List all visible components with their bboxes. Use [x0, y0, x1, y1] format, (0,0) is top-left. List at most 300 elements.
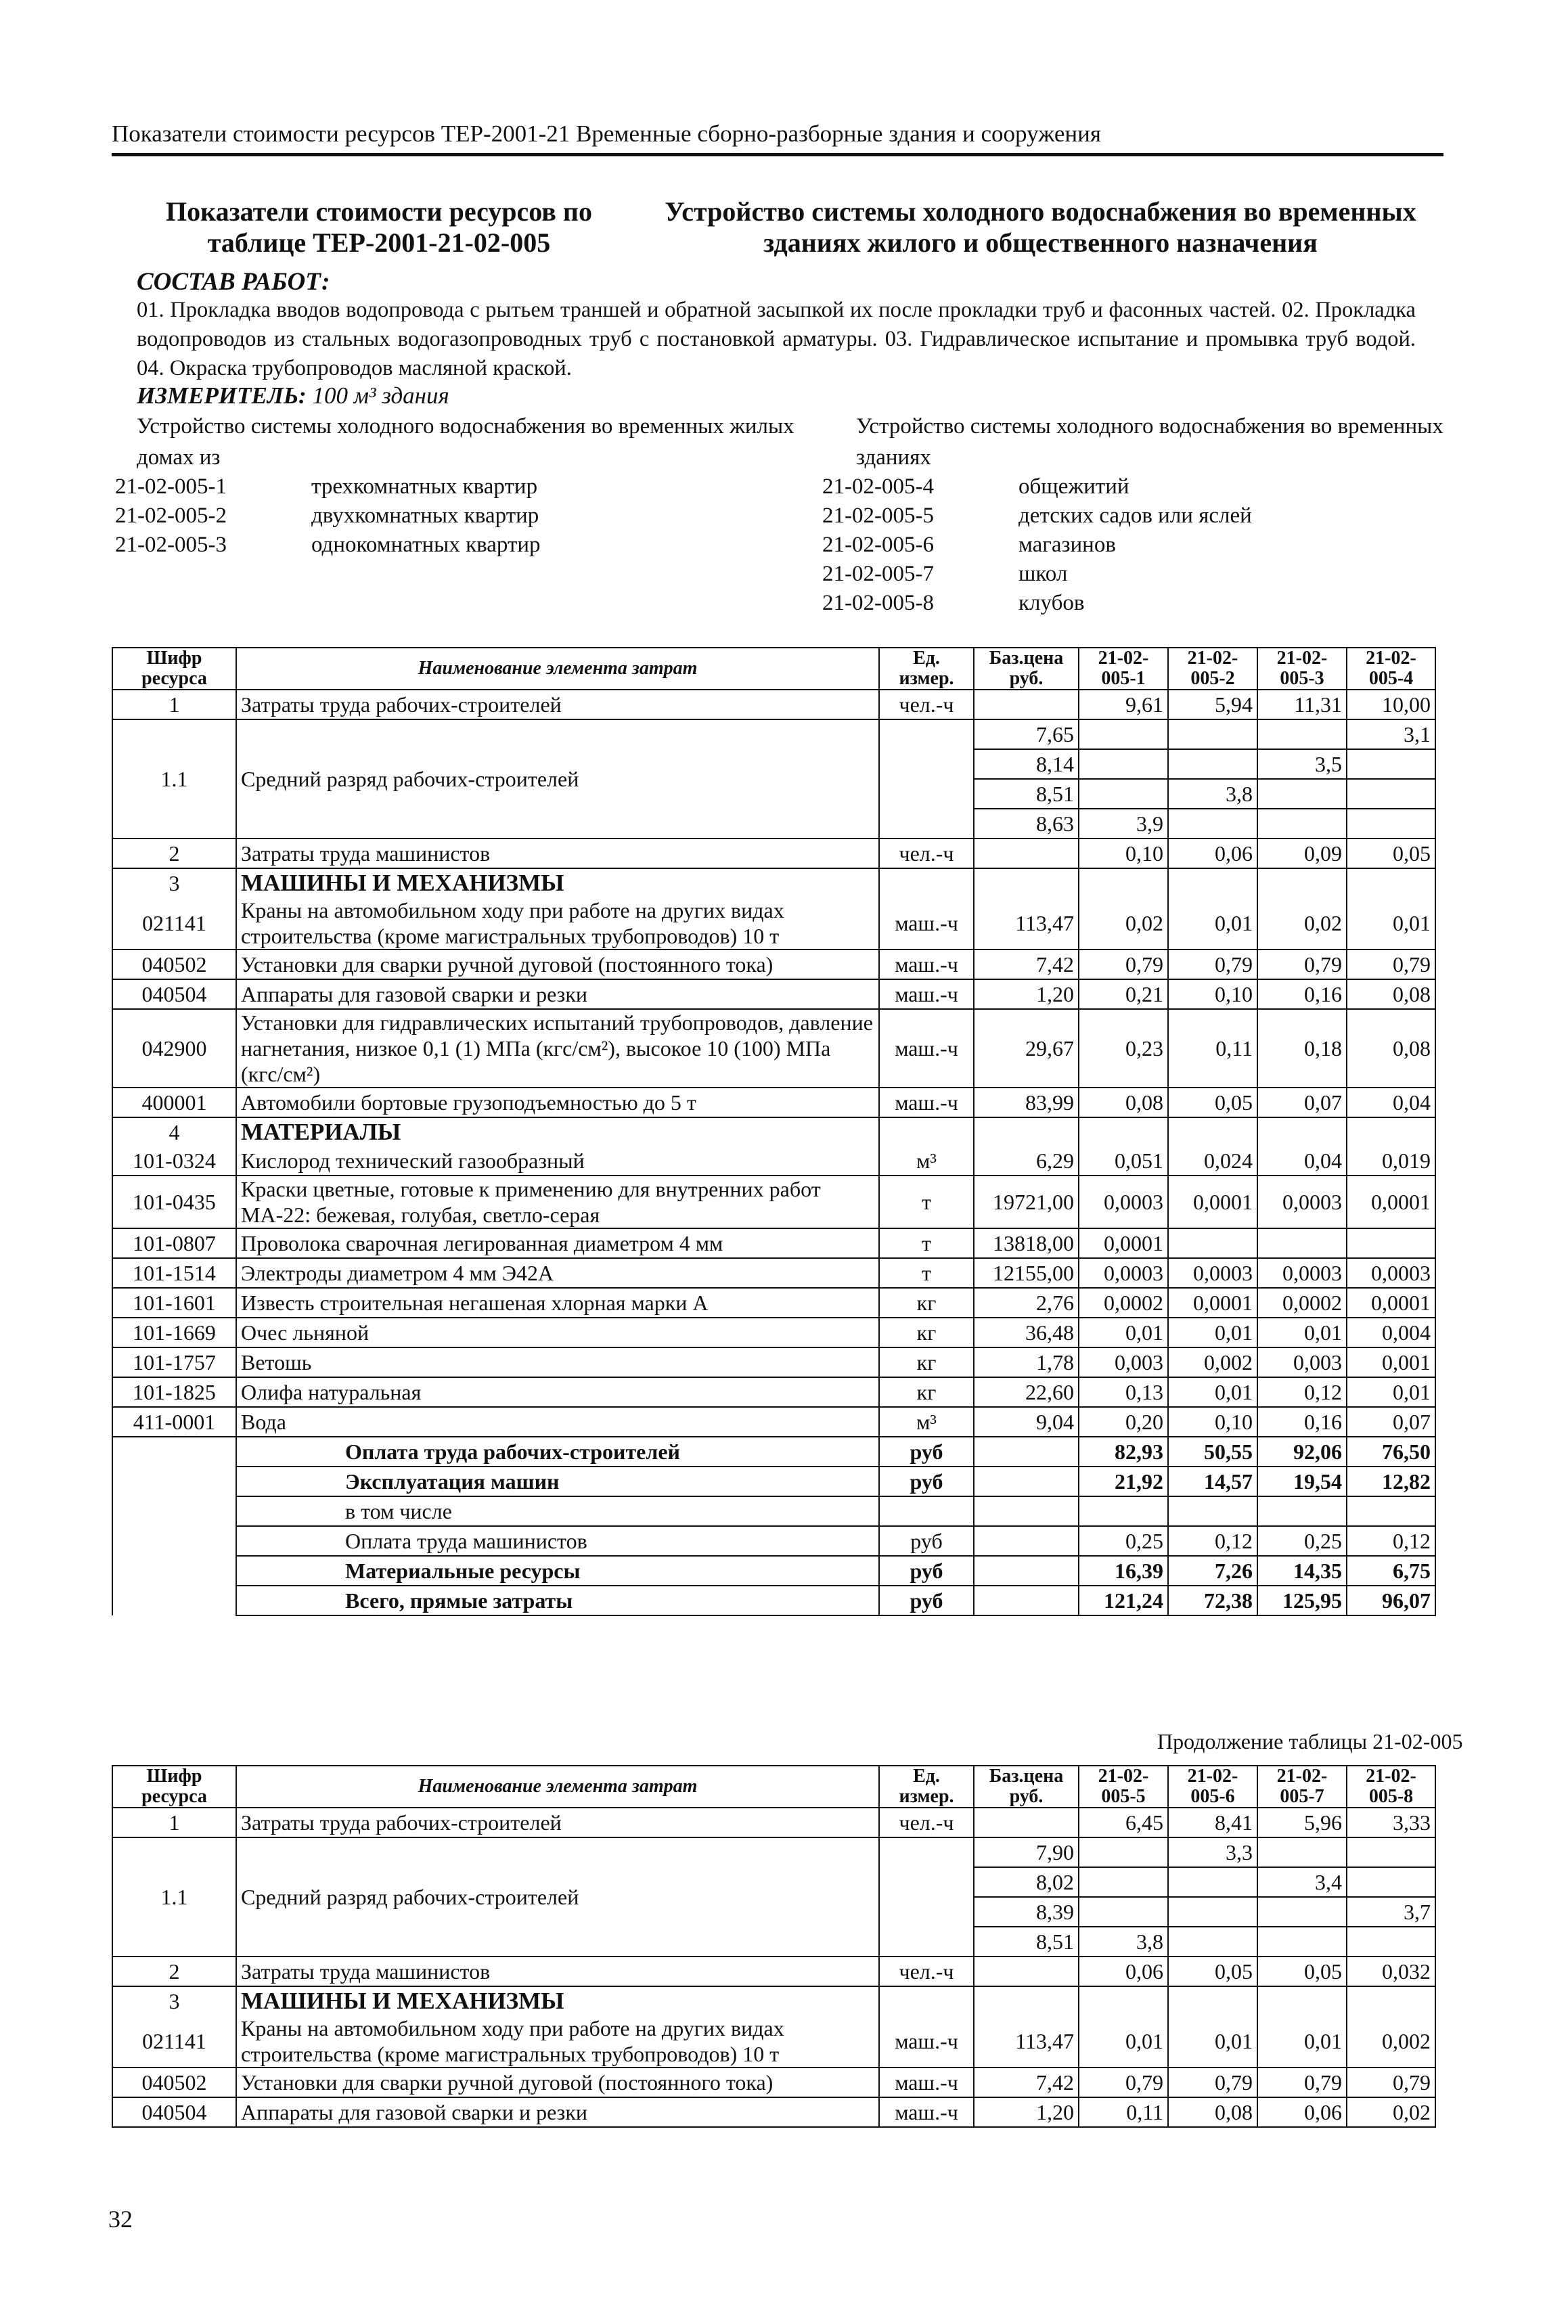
row-code: 021141	[112, 897, 236, 949]
total-name: Оплата труда машинистов	[236, 1526, 879, 1556]
empty-cell	[974, 1496, 1079, 1526]
row-name: Кислород технический газообразный	[236, 1146, 879, 1176]
empty-cell	[974, 868, 1079, 897]
row-value: 0,10	[1168, 979, 1257, 1009]
header-code: Шифр ресурса	[112, 1766, 236, 1808]
total-value: 0,25	[1079, 1526, 1168, 1556]
row-value	[1168, 809, 1257, 839]
row-value: 3,4	[1257, 1867, 1347, 1897]
row-code: 101-1601	[112, 1288, 236, 1318]
row-code: 101-0807	[112, 1228, 236, 1258]
table-row	[112, 2068, 1435, 2097]
empty-cell	[879, 1986, 974, 2015]
row-unit: чел.-ч	[879, 839, 974, 868]
work-composition-text: 01. Прокладка вводов водопровода с рытьем траншей и обратной засыпкой их после прокладки труб и фасонных частей. 02. Прокладка водопроводов из стальных водогазопроводных труб с постановкой арматуры. 03. Гидравлическое испытание и промывка труб водой. 04. Окраска трубопроводов масляной краской.	[137, 298, 1416, 380]
row-code: 1.1	[112, 1837, 236, 1957]
table-row	[112, 1009, 1435, 1088]
list-name: двухкомнатных квартир	[311, 504, 539, 528]
header-code: Шифр ресурса	[112, 648, 236, 690]
row-price: 7,42	[974, 2068, 1079, 2097]
title-left: Показатели стоимости ресурсов по таблице ТЕР-2001-21-02-005	[166, 196, 592, 258]
row-value	[1168, 719, 1257, 749]
row-code: 101-1825	[112, 1377, 236, 1407]
row-value: 0,01	[1168, 1377, 1257, 1407]
section-row	[112, 1986, 1435, 2015]
row-value: 0,01	[1257, 2015, 1347, 2068]
table-row	[112, 1407, 1435, 1437]
row-name: Краны на автомобильном ходу при работе на других видах строительства (кроме магистральных трубопроводов) 10 т	[236, 2015, 879, 2068]
code-list-left	[115, 472, 724, 560]
row-value	[1079, 719, 1168, 749]
row-value	[1257, 1837, 1347, 1867]
empty-cell	[1257, 1117, 1347, 1146]
row-value: 0,12	[1257, 1377, 1347, 1407]
empty-cell	[974, 1467, 1079, 1496]
row-value: 0,0001	[1079, 1228, 1168, 1258]
row-value: 0,01	[1079, 1318, 1168, 1347]
row-value: 0,003	[1257, 1347, 1347, 1377]
empty-cell	[112, 1437, 236, 1467]
row-value	[1347, 1927, 1435, 1957]
row-value: 0,032	[1347, 1957, 1435, 1986]
row-value: 0,01	[1168, 1318, 1257, 1347]
row-value: 0,05	[1168, 1957, 1257, 1986]
row-unit: маш.-ч	[879, 2097, 974, 2127]
row-unit: кг	[879, 1347, 974, 1377]
header-price: Баз.цена руб.	[974, 1766, 1079, 1808]
total-name: Оплата труда рабочих-строителей	[236, 1437, 879, 1467]
row-value: 0,09	[1257, 839, 1347, 868]
total-value: 121,24	[1079, 1586, 1168, 1615]
row-value: 3,33	[1347, 1808, 1435, 1837]
total-row	[112, 1556, 1435, 1586]
row-unit: м³	[879, 1407, 974, 1437]
empty-cell	[974, 1986, 1079, 2015]
header-column: 21-02-005-1	[1079, 648, 1168, 690]
total-value: 0,12	[1347, 1526, 1435, 1556]
resource-table-2	[112, 1765, 1436, 2128]
row-value: 0,01	[1347, 897, 1435, 949]
row-value: 3,3	[1168, 1837, 1257, 1867]
row-code: 2	[112, 839, 236, 868]
row-name: Краски цветные, готовые к применению для внутренних работ МА-22: бежевая, голубая, светло-серая	[236, 1176, 879, 1228]
row-value	[1079, 749, 1168, 779]
list-code: 21-02-005-3	[115, 533, 227, 557]
table-row	[112, 719, 1435, 749]
row-value: 0,01	[1168, 897, 1257, 949]
table-row	[112, 1146, 1435, 1176]
row-value	[1347, 809, 1435, 839]
row-price: 8,51	[974, 779, 1079, 809]
row-value: 0,01	[1347, 1377, 1435, 1407]
header-name: Наименование элемента затрат	[236, 648, 879, 690]
row-name: Затраты труда рабочих-строителей	[236, 690, 879, 719]
row-unit: маш.-ч	[879, 2068, 974, 2097]
empty-cell	[1347, 868, 1435, 897]
row-value	[1347, 1867, 1435, 1897]
row-unit: т	[879, 1176, 974, 1228]
row-name: Установки для сварки ручной дуговой (постоянного тока)	[236, 949, 879, 979]
empty-cell	[112, 1586, 236, 1615]
row-price: 6,29	[974, 1146, 1079, 1176]
total-value: 16,39	[1079, 1556, 1168, 1586]
row-value: 0,051	[1079, 1146, 1168, 1176]
list-name: клубов	[1018, 591, 1085, 615]
row-unit: чел.-ч	[879, 1957, 974, 1986]
row-value: 0,79	[1257, 949, 1347, 979]
row-price: 36,48	[974, 1318, 1079, 1347]
row-value: 3,9	[1079, 809, 1168, 839]
row-price: 83,99	[974, 1088, 1079, 1117]
row-value: 0,019	[1347, 1146, 1435, 1176]
row-price: 8,39	[974, 1897, 1079, 1927]
row-value: 0,18	[1257, 1009, 1347, 1088]
code-list-row	[822, 589, 1431, 618]
code-list-row	[115, 501, 724, 531]
row-name: Ветошь	[236, 1347, 879, 1377]
row-value: 0,08	[1168, 2097, 1257, 2127]
empty-cell	[879, 868, 974, 897]
row-price: 1,78	[974, 1347, 1079, 1377]
empty-cell	[1168, 1117, 1257, 1146]
total-name: Всего, прямые затраты	[236, 1586, 879, 1615]
row-value: 0,06	[1257, 2097, 1347, 2127]
page-number: 32	[108, 2206, 133, 2233]
empty-cell	[974, 1117, 1079, 1146]
table-row	[112, 839, 1435, 868]
row-value: 0,0003	[1257, 1176, 1347, 1228]
row-price	[974, 690, 1079, 719]
total-row	[112, 1467, 1435, 1496]
list-name: магазинов	[1018, 533, 1116, 557]
row-unit: чел.-ч	[879, 1808, 974, 1837]
table-row	[112, 1088, 1435, 1117]
row-name: Краны на автомобильном ходу при работе на других видах строительства (кроме магистральных трубопроводов) 10 т	[236, 897, 879, 949]
row-value: 0,0003	[1347, 1258, 1435, 1288]
row-unit: кг	[879, 1288, 974, 1318]
row-value: 0,003	[1079, 1347, 1168, 1377]
row-code: 1	[112, 1808, 236, 1837]
row-value: 0,06	[1079, 1957, 1168, 1986]
row-code: 101-0435	[112, 1176, 236, 1228]
code-list-row	[822, 560, 1431, 589]
total-row	[112, 1526, 1435, 1556]
section-title: МАШИНЫ И МЕХАНИЗМЫ	[236, 868, 879, 897]
row-value: 0,13	[1079, 1377, 1168, 1407]
empty-cell	[112, 1467, 236, 1496]
row-value: 0,01	[1168, 2015, 1257, 2068]
row-value: 0,004	[1347, 1318, 1435, 1347]
row-code: 101-1669	[112, 1318, 236, 1347]
row-unit	[879, 1837, 974, 1957]
table-row	[112, 1258, 1435, 1288]
row-name: Затраты труда машинистов	[236, 1957, 879, 1986]
running-header: Показатели стоимости ресурсов ТЕР-2001-21 Временные сборно-разборные здания и сооружения	[112, 120, 1101, 147]
row-value: 0,16	[1257, 1407, 1347, 1437]
row-value: 0,79	[1168, 949, 1257, 979]
row-value: 0,05	[1257, 1957, 1347, 1986]
row-value	[1168, 1867, 1257, 1897]
total-value: 0,25	[1257, 1526, 1347, 1556]
section-code: 3	[112, 1986, 236, 2015]
row-unit	[879, 719, 974, 839]
list-code: 21-02-005-8	[822, 591, 934, 615]
total-value: 125,95	[1257, 1586, 1347, 1615]
row-value	[1168, 1927, 1257, 1957]
row-price: 7,65	[974, 719, 1079, 749]
subtitle-right: Устройство системы холодного водоснабжения во временных зданиях	[856, 414, 1443, 470]
empty-cell	[1168, 868, 1257, 897]
row-value	[1347, 1837, 1435, 1867]
code-list-row	[115, 472, 724, 501]
table-row	[112, 2015, 1435, 2068]
row-value	[1347, 1228, 1435, 1258]
empty-cell	[974, 1526, 1079, 1556]
total-unit: руб	[879, 1437, 974, 1467]
list-name: трехкомнатных квартир	[311, 474, 538, 499]
header-unit: Ед. измер.	[879, 648, 974, 690]
code-list-right	[822, 472, 1431, 618]
table-row	[112, 897, 1435, 949]
header-name: Наименование элемента затрат	[236, 1766, 879, 1808]
row-price: 113,47	[974, 2015, 1079, 2068]
empty-cell	[112, 1496, 236, 1526]
row-value: 0,08	[1347, 1009, 1435, 1088]
table-row	[112, 1377, 1435, 1407]
row-value: 0,07	[1347, 1407, 1435, 1437]
header-column: 21-02-005-2	[1168, 648, 1257, 690]
row-value	[1168, 749, 1257, 779]
row-value	[1079, 779, 1168, 809]
row-code: 101-1757	[112, 1347, 236, 1377]
row-code: 101-1514	[112, 1258, 236, 1288]
total-value: 76,50	[1347, 1437, 1435, 1467]
table-row	[112, 1808, 1435, 1837]
row-name: Средний разряд рабочих-строителей	[236, 1837, 879, 1957]
empty-cell	[112, 1556, 236, 1586]
measure-label: ИЗМЕРИТЕЛЬ:	[137, 382, 307, 409]
row-price: 7,42	[974, 949, 1079, 979]
list-code: 21-02-005-7	[822, 562, 934, 586]
total-value: 0,12	[1168, 1526, 1257, 1556]
row-value: 0,06	[1168, 839, 1257, 868]
row-code: 400001	[112, 1088, 236, 1117]
table-row	[112, 1837, 1435, 1867]
empty-cell	[879, 1117, 974, 1146]
row-unit: т	[879, 1258, 974, 1288]
total-value: 7,26	[1168, 1556, 1257, 1586]
row-value: 0,07	[1257, 1088, 1347, 1117]
empty-cell	[112, 1526, 236, 1556]
row-value: 0,10	[1079, 839, 1168, 868]
table-row	[112, 1957, 1435, 1986]
row-value: 0,79	[1257, 2068, 1347, 2097]
row-price	[974, 1957, 1079, 1986]
total-value: 14,57	[1168, 1467, 1257, 1496]
row-price: 19721,00	[974, 1176, 1079, 1228]
table-header-row	[112, 648, 1435, 690]
row-value: 0,05	[1168, 1088, 1257, 1117]
total-value: 19,54	[1257, 1467, 1347, 1496]
row-value: 0,002	[1347, 2015, 1435, 2068]
row-value: 0,16	[1257, 979, 1347, 1009]
row-value: 0,0003	[1079, 1258, 1168, 1288]
row-name: Известь строительная негашеная хлорная марки А	[236, 1288, 879, 1318]
section-code: 4	[112, 1117, 236, 1146]
row-price	[974, 1808, 1079, 1837]
title-right: Устройство системы холодного водоснабжения во временных зданиях жилого и общественного назначения	[665, 196, 1416, 258]
row-price: 2,76	[974, 1288, 1079, 1318]
row-value: 0,79	[1347, 949, 1435, 979]
header-column: 21-02-005-4	[1347, 648, 1435, 690]
row-value: 0,0002	[1257, 1288, 1347, 1318]
total-value: 6,75	[1347, 1556, 1435, 1586]
total-row	[112, 1496, 1435, 1526]
list-code: 21-02-005-4	[822, 474, 934, 499]
row-name: Аппараты для газовой сварки и резки	[236, 979, 879, 1009]
row-value: 9,61	[1079, 690, 1168, 719]
row-value	[1168, 1228, 1257, 1258]
empty-cell	[1257, 1986, 1347, 2015]
row-value: 0,0001	[1347, 1288, 1435, 1318]
measure-line	[137, 382, 449, 409]
row-code: 040502	[112, 949, 236, 979]
row-price: 8,02	[974, 1867, 1079, 1897]
row-name: Средний разряд рабочих-строителей	[236, 719, 879, 839]
row-value: 0,02	[1257, 897, 1347, 949]
row-value	[1257, 719, 1347, 749]
table-row	[112, 1228, 1435, 1258]
empty-cell	[1079, 868, 1168, 897]
row-value: 0,0002	[1079, 1288, 1168, 1318]
row-value: 0,0003	[1079, 1176, 1168, 1228]
table-row	[112, 1176, 1435, 1228]
row-code: 411-0001	[112, 1407, 236, 1437]
list-name: школ	[1018, 562, 1068, 586]
total-value	[1257, 1496, 1347, 1526]
row-value: 0,0003	[1168, 1258, 1257, 1288]
row-value: 3,8	[1168, 779, 1257, 809]
header-column: 21-02-005-5	[1079, 1766, 1168, 1808]
total-value: 50,55	[1168, 1437, 1257, 1467]
row-name: Автомобили бортовые грузоподъемностью до 5 т	[236, 1088, 879, 1117]
row-value: 3,5	[1257, 749, 1347, 779]
row-value: 0,79	[1168, 2068, 1257, 2097]
row-price: 8,51	[974, 1927, 1079, 1957]
section-row	[112, 868, 1435, 897]
total-value: 14,35	[1257, 1556, 1347, 1586]
row-value	[1347, 779, 1435, 809]
row-code: 1.1	[112, 719, 236, 839]
total-value: 21,92	[1079, 1467, 1168, 1496]
list-name: детских садов или яслей	[1018, 504, 1252, 528]
row-name: Установки для гидравлических испытаний трубопроводов, давление нагнетания, низкое 0,1 (1) МПа (кгс/см²), высокое 10 (100) МПа (кгс/см²)	[236, 1009, 879, 1088]
row-price: 9,04	[974, 1407, 1079, 1437]
table-row	[112, 949, 1435, 979]
row-value: 0,20	[1079, 1407, 1168, 1437]
row-name: Аппараты для газовой сварки и резки	[236, 2097, 879, 2127]
row-name: Проволока сварочная легированная диаметром 4 мм	[236, 1228, 879, 1258]
row-unit: т	[879, 1228, 974, 1258]
row-unit: маш.-ч	[879, 2015, 974, 2068]
row-value: 0,02	[1079, 897, 1168, 949]
code-list-row	[822, 501, 1431, 531]
total-value: 12,82	[1347, 1467, 1435, 1496]
table-row	[112, 1288, 1435, 1318]
row-value: 10,00	[1347, 690, 1435, 719]
total-name: Материальные ресурсы	[236, 1556, 879, 1586]
row-price: 8,63	[974, 809, 1079, 839]
row-price: 7,90	[974, 1837, 1079, 1867]
row-value	[1257, 809, 1347, 839]
total-value: 82,93	[1079, 1437, 1168, 1467]
row-value: 0,05	[1347, 839, 1435, 868]
section-row	[112, 1117, 1435, 1146]
list-code: 21-02-005-6	[822, 533, 934, 557]
row-name: Очес льняной	[236, 1318, 879, 1347]
row-code: 021141	[112, 2015, 236, 2068]
section-title: МАТЕРИАЛЫ	[236, 1117, 879, 1146]
table-row	[112, 2097, 1435, 2127]
row-code: 040504	[112, 2097, 236, 2127]
row-value	[1079, 1897, 1168, 1927]
table-row	[112, 1318, 1435, 1347]
list-code: 21-02-005-5	[822, 504, 934, 528]
row-value: 0,79	[1079, 949, 1168, 979]
row-price: 12155,00	[974, 1258, 1079, 1288]
row-value	[1079, 1837, 1168, 1867]
row-price: 1,20	[974, 979, 1079, 1009]
header-column: 21-02-005-8	[1347, 1766, 1435, 1808]
row-unit: маш.-ч	[879, 979, 974, 1009]
total-name: в том числе	[236, 1496, 879, 1526]
list-name: однокомнатных квартир	[311, 533, 541, 557]
row-value: 8,41	[1168, 1808, 1257, 1837]
row-value: 3,1	[1347, 719, 1435, 749]
row-value	[1257, 1927, 1347, 1957]
row-unit: маш.-ч	[879, 897, 974, 949]
row-value: 3,8	[1079, 1927, 1168, 1957]
row-name: Олифа натуральная	[236, 1377, 879, 1407]
row-unit: кг	[879, 1377, 974, 1407]
row-unit: чел.-ч	[879, 690, 974, 719]
total-unit: руб	[879, 1586, 974, 1615]
work-composition-label: СОСТАВ РАБОТ:	[137, 268, 330, 296]
row-value: 0,08	[1079, 1088, 1168, 1117]
empty-cell	[1079, 1117, 1168, 1146]
row-name: Вода	[236, 1407, 879, 1437]
list-code: 21-02-005-1	[115, 474, 227, 499]
table-header-row	[112, 1766, 1435, 1808]
total-value	[1347, 1496, 1435, 1526]
row-value: 0,10	[1168, 1407, 1257, 1437]
total-unit: руб	[879, 1467, 974, 1496]
row-price: 29,67	[974, 1009, 1079, 1088]
row-unit: маш.-ч	[879, 1088, 974, 1117]
header-column: 21-02-005-7	[1257, 1766, 1347, 1808]
header-price: Баз.цена руб.	[974, 648, 1079, 690]
row-unit: м³	[879, 1146, 974, 1176]
row-value: 0,001	[1347, 1347, 1435, 1377]
total-value: 92,06	[1257, 1437, 1347, 1467]
row-value	[1168, 1897, 1257, 1927]
row-code: 040502	[112, 2068, 236, 2097]
row-value: 0,024	[1168, 1146, 1257, 1176]
row-value: 0,01	[1079, 2015, 1168, 2068]
total-unit	[879, 1496, 974, 1526]
empty-cell	[1347, 1117, 1435, 1146]
row-value: 0,79	[1347, 2068, 1435, 2097]
